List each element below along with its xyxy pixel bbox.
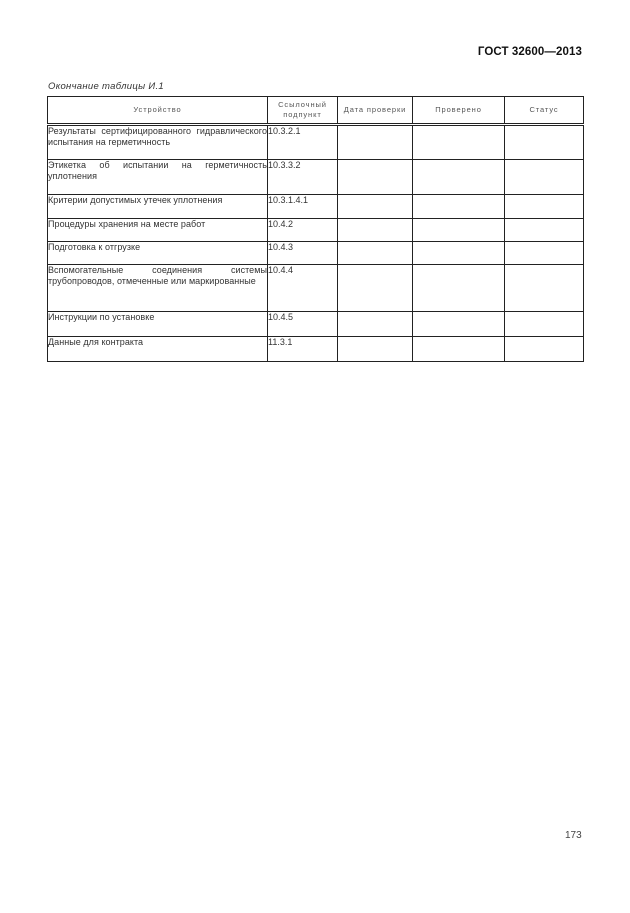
device-cell: Критерии допустимых утечек уплотнения <box>48 195 268 219</box>
inspection-table <box>47 96 584 362</box>
status-cell <box>505 337 584 362</box>
column-header-checked: Проверено <box>413 97 505 125</box>
date-cell <box>338 337 413 362</box>
status-cell <box>505 160 584 195</box>
status-cell <box>505 195 584 219</box>
device-cell: Данные для контракта <box>48 337 268 362</box>
date-cell <box>338 312 413 337</box>
status-cell <box>505 312 584 337</box>
status-cell <box>505 242 584 265</box>
checked-cell <box>413 160 505 195</box>
device-cell: Этикетка об испытании на герметичность уплотнения <box>48 160 268 195</box>
table-row <box>48 125 584 160</box>
device-cell: Инструкции по установке <box>48 312 268 337</box>
column-header-reference-label: Ссылочный подпункт <box>278 100 327 119</box>
table-row <box>48 265 584 312</box>
date-cell <box>338 219 413 242</box>
table-row <box>48 242 584 265</box>
date-cell <box>338 242 413 265</box>
column-header-device: Устройство <box>48 97 268 125</box>
table-row <box>48 312 584 337</box>
checked-cell <box>413 337 505 362</box>
reference-cell: 11.3.1 <box>268 337 338 362</box>
device-cell: Подготовка к отгрузке <box>48 242 268 265</box>
checked-cell <box>413 312 505 337</box>
table-caption: Окончание таблицы И.1 <box>48 81 164 92</box>
reference-cell: 10.4.4 <box>268 265 338 312</box>
table-row <box>48 219 584 242</box>
reference-cell: 10.3.3.2 <box>268 160 338 195</box>
checked-cell <box>413 125 505 160</box>
reference-cell: 10.4.2 <box>268 219 338 242</box>
page-number: 173 <box>565 830 582 841</box>
status-cell <box>505 265 584 312</box>
standard-designation: ГОСТ 32600—2013 <box>477 46 582 58</box>
status-cell <box>505 219 584 242</box>
table-row <box>48 337 584 362</box>
checked-cell <box>413 195 505 219</box>
date-cell <box>338 160 413 195</box>
table-header-row <box>48 97 584 125</box>
table-row <box>48 195 584 219</box>
column-header-status: Статус <box>505 97 584 125</box>
reference-cell: 10.4.3 <box>268 242 338 265</box>
date-cell <box>338 195 413 219</box>
table-row <box>48 160 584 195</box>
date-cell <box>338 125 413 160</box>
checked-cell <box>413 265 505 312</box>
reference-cell: 10.3.2.1 <box>268 125 338 160</box>
column-header-date <box>338 97 413 125</box>
checked-cell <box>413 219 505 242</box>
reference-cell: 10.4.5 <box>268 312 338 337</box>
column-header-reference <box>268 97 338 125</box>
status-cell <box>505 125 584 160</box>
date-cell <box>338 265 413 312</box>
column-header-date-label: Дата проверки <box>343 105 407 114</box>
device-cell: Вспомогательные соединения системы трубопроводов, отмеченные или маркированные <box>48 265 268 312</box>
device-cell: Процедуры хранения на месте работ <box>48 219 268 242</box>
checked-cell <box>413 242 505 265</box>
device-cell: Результаты сертифицированного гидравлического испытания на герметичность <box>48 125 268 160</box>
reference-cell: 10.3.1.4.1 <box>268 195 338 219</box>
